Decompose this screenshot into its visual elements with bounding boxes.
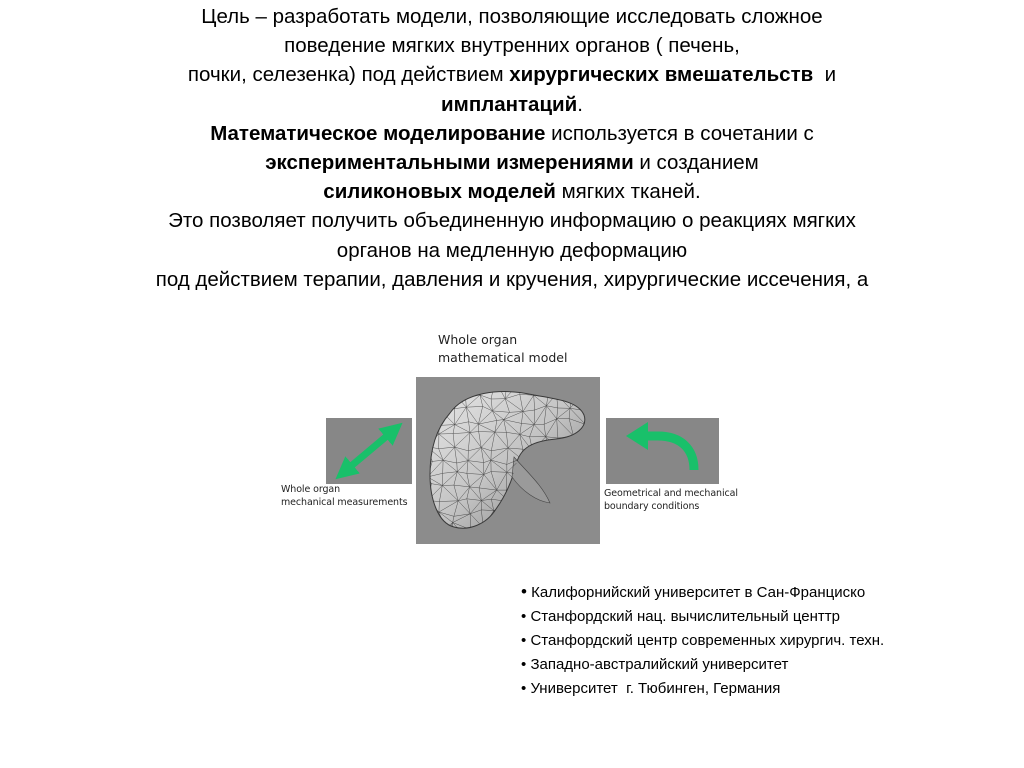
intro-line-8: Это позволяет получить объединенную информацию о реакциях мягких <box>168 209 856 233</box>
intro-line-3 <box>0 60 1024 89</box>
intro-line-1: Цель – разработать модели, позволяющие исследовать сложное <box>201 5 823 28</box>
organ-model-figure <box>270 328 750 548</box>
experimental-measurements-term: экспериментальными измерениями <box>265 151 634 175</box>
double-arrow-icon <box>326 418 412 484</box>
institutions-list <box>521 580 884 701</box>
list-item <box>521 653 884 677</box>
math-modeling-term: Математическое моделирование <box>210 121 546 145</box>
surgical-interventions-term: хирургических вмешательств <box>509 63 814 87</box>
implantations-term: имплантаций <box>441 92 578 116</box>
intro-line-4 <box>0 90 1024 119</box>
intro-line-5 <box>0 119 1024 148</box>
measurements-label-line-2: mechanical measurements <box>281 497 408 508</box>
liver-mesh-icon <box>416 377 600 544</box>
bullet-icon: • <box>521 656 527 673</box>
list-item <box>521 580 884 605</box>
intro-line-3-end: и <box>813 63 837 87</box>
intro-line-7 <box>0 177 1024 206</box>
institution-name: Университет г. Тюбинген, Германия <box>530 680 781 697</box>
intro-line-3-start: почки, селезенка) под действием <box>187 63 510 87</box>
institution-name: Станфордский центр современных хирургич. техн. <box>530 632 885 649</box>
list-item <box>521 605 884 629</box>
curved-arrow-icon <box>606 418 719 484</box>
boundary-conditions-panel <box>606 418 719 484</box>
measurements-panel <box>326 418 412 484</box>
list-item <box>521 677 884 701</box>
measurements-label-line-1: Whole organ <box>281 484 341 495</box>
bullet-icon: • <box>521 632 527 649</box>
institution-name: Калифорнийский университет в Сан-Франциско <box>531 584 866 601</box>
bullet-icon: • <box>521 608 527 625</box>
bullet-icon: • <box>521 582 527 601</box>
intro-line-6 <box>0 148 1024 177</box>
intro-line-2: поведение мягких внутренних органов ( печень, <box>284 34 740 58</box>
intro-line-4-end: . <box>577 92 583 116</box>
model-label-line-2: mathematical model <box>438 350 568 365</box>
measurements-label <box>281 483 407 509</box>
intro-line-10: под действием терапии, давления и кручения, хирургические иссечения, а <box>155 267 869 291</box>
boundary-label-line-2: boundary conditions <box>604 501 700 512</box>
organ-mesh-image <box>416 377 600 544</box>
institution-name: Станфордский нац. вычислительный центтр <box>530 608 841 625</box>
intro-text <box>0 2 1024 294</box>
silicone-models-term: силиконовых моделей <box>323 180 556 204</box>
intro-line-5-end: используется в сочетании с <box>545 121 814 145</box>
boundary-label-line-1: Geometrical and mechanical <box>604 488 738 499</box>
list-item <box>521 629 884 653</box>
intro-line-6-end: и созданием <box>633 151 759 175</box>
bullet-icon: • <box>521 680 527 697</box>
intro-line-9: органов на медленную деформацию <box>336 238 688 262</box>
model-label <box>438 331 567 367</box>
institution-name: Западно-австралийский университет <box>530 656 789 673</box>
intro-line-7-end: мягких тканей. <box>555 180 701 204</box>
model-label-line-1: Whole organ <box>438 332 518 347</box>
boundary-conditions-label <box>604 487 738 513</box>
